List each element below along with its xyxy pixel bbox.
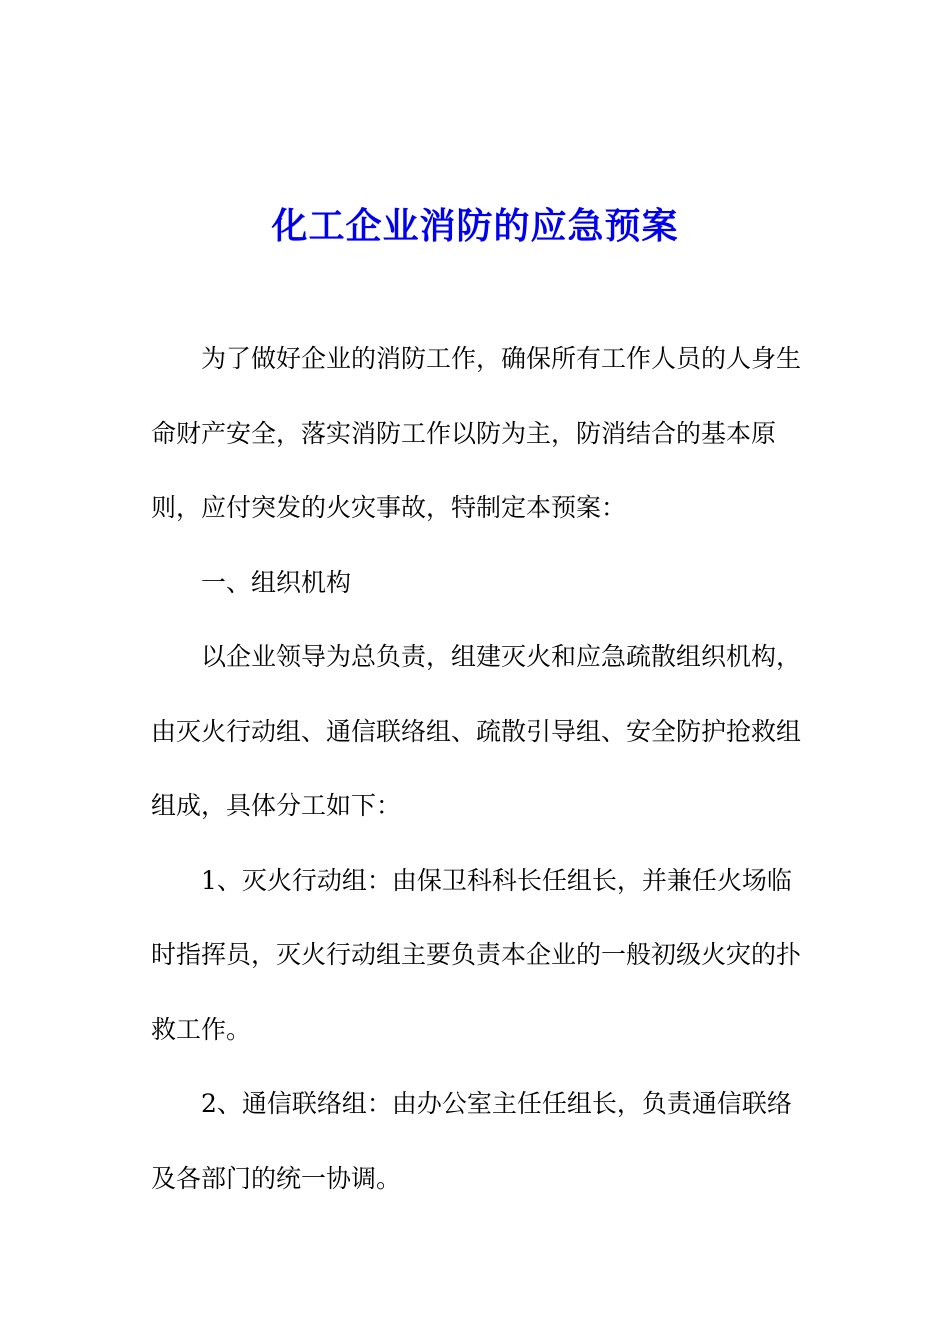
section-heading-organization: 一、组织机构 (201, 567, 352, 597)
paragraph-intro: 为了做好企业的消防工作，确保所有工作人员的人身生命财产安全，落实消防工作以防为主，防消结合的基本原则，应付突发的火灾事故，特制定本预案： (151, 344, 802, 522)
paragraph-organization: 以企业领导为总负责，组建灭火和应急疏散组织机构，由灭火行动组、通信联络组、疏散引导组、安全防护抢救组组成，具体分工如下： (151, 642, 802, 820)
document-title: 化工企业消防的应急预案 (271, 205, 679, 248)
document-body (151, 322, 811, 1216)
paragraph-communication-group: 2、通信联络组：由办公室主任任组长，负责通信联络及各部门的统一协调。 (151, 1089, 792, 1193)
paragraph-fire-fighting-group: 1、灭火行动组：由保卫科科长任组长，并兼任火场临时指挥员，灭火行动组主要负责本企业的一般初级火灾的扑救工作。 (151, 865, 802, 1044)
